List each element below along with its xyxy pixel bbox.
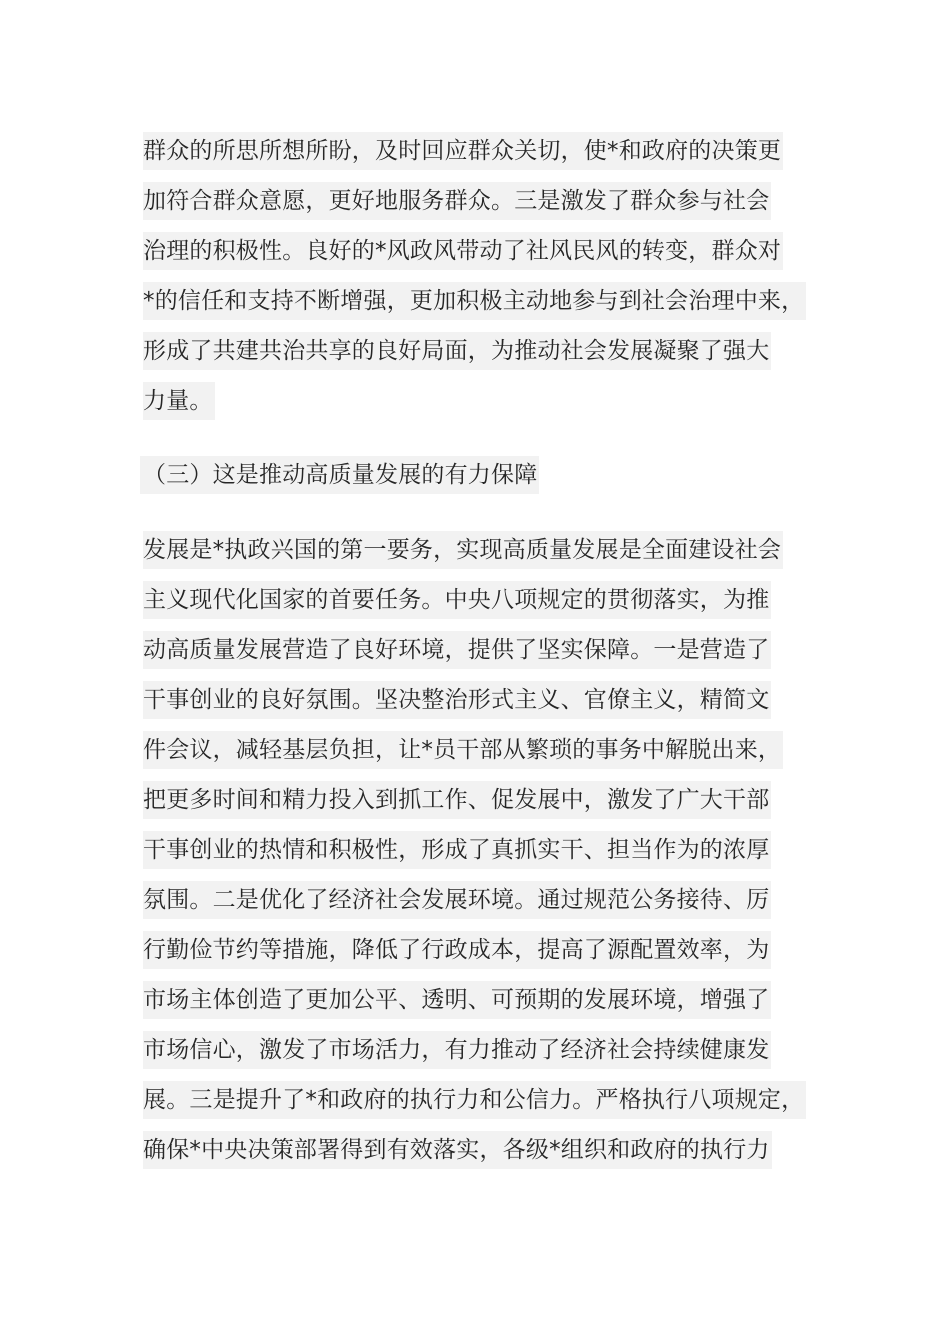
text-line <box>143 126 843 176</box>
section-heading <box>140 450 840 500</box>
line-text: 干事创业的热情和积极性，形成了真抓实干、担当作为的浓厚 <box>143 831 771 869</box>
text-line <box>143 975 843 1025</box>
heading-line <box>140 450 840 500</box>
text-line <box>143 176 843 226</box>
line-text: 把更多时间和精力投入到抓工作、促发展中，激发了广大干部 <box>143 781 771 819</box>
text-line <box>143 376 843 426</box>
line-text: 干事创业的良好氛围。坚决整治形式主义、官僚主义，精简文 <box>143 681 771 719</box>
line-text: 主义现代化国家的首要任务。中央八项规定的贯彻落实，为推 <box>143 581 771 619</box>
text-line <box>143 725 843 775</box>
line-text: 形成了共建共治共享的良好局面，为推动社会发展凝聚了强大 <box>143 332 771 370</box>
line-text: 件会议，减轻基层负担，让*员干部从繁琐的事务中解脱出来， <box>143 731 783 769</box>
text-line <box>143 326 843 376</box>
text-line <box>143 226 843 276</box>
text-line <box>143 675 843 725</box>
line-text: 力量。 <box>143 382 215 420</box>
heading-text: （三）这是推动高质量发展的有力保障 <box>140 456 539 494</box>
text-line <box>143 575 843 625</box>
text-line <box>143 1125 843 1175</box>
line-text: 市场信心，激发了市场活力，有力推动了经济社会持续健康发 <box>143 1031 771 1069</box>
paragraph-1 <box>143 126 843 426</box>
text-line <box>143 775 843 825</box>
text-line <box>143 625 843 675</box>
line-text: 行勤俭节约等措施，降低了行政成本，提高了源配置效率，为 <box>143 931 771 969</box>
line-text: 发展是*执政兴国的第一要务，实现高质量发展是全面建设社会 <box>143 531 783 569</box>
line-text: 动高质量发展营造了良好环境，提供了坚实保障。一是营造了 <box>143 631 771 669</box>
line-text: 市场主体创造了更加公平、透明、可预期的发展环境，增强了 <box>143 981 771 1019</box>
line-text: 治理的积极性。良好的*风政风带动了社风民风的转变，群众对 <box>143 232 783 270</box>
line-text: 加符合群众意愿，更好地服务群众。三是激发了群众参与社会 <box>143 182 771 220</box>
line-text: 展。三是提升了*和政府的执行力和公信力。严格执行八项规定， <box>143 1081 806 1119</box>
text-line <box>143 1075 843 1125</box>
text-line <box>143 525 843 575</box>
line-text: 群众的所思所想所盼，及时回应群众关切，使*和政府的决策更 <box>143 132 783 170</box>
text-line <box>143 1025 843 1075</box>
text-line <box>143 875 843 925</box>
line-text: 氛围。二是优化了经济社会发展环境。通过规范公务接待、厉 <box>143 881 771 919</box>
text-line <box>143 825 843 875</box>
paragraph-2 <box>143 525 843 1175</box>
text-line <box>143 925 843 975</box>
line-text: 确保*中央决策部署得到有效落实，各级*组织和政府的执行力 <box>143 1131 772 1169</box>
text-line <box>143 276 843 326</box>
line-text: *的信任和支持不断增强，更加积极主动地参与到社会治理中来， <box>143 282 806 320</box>
